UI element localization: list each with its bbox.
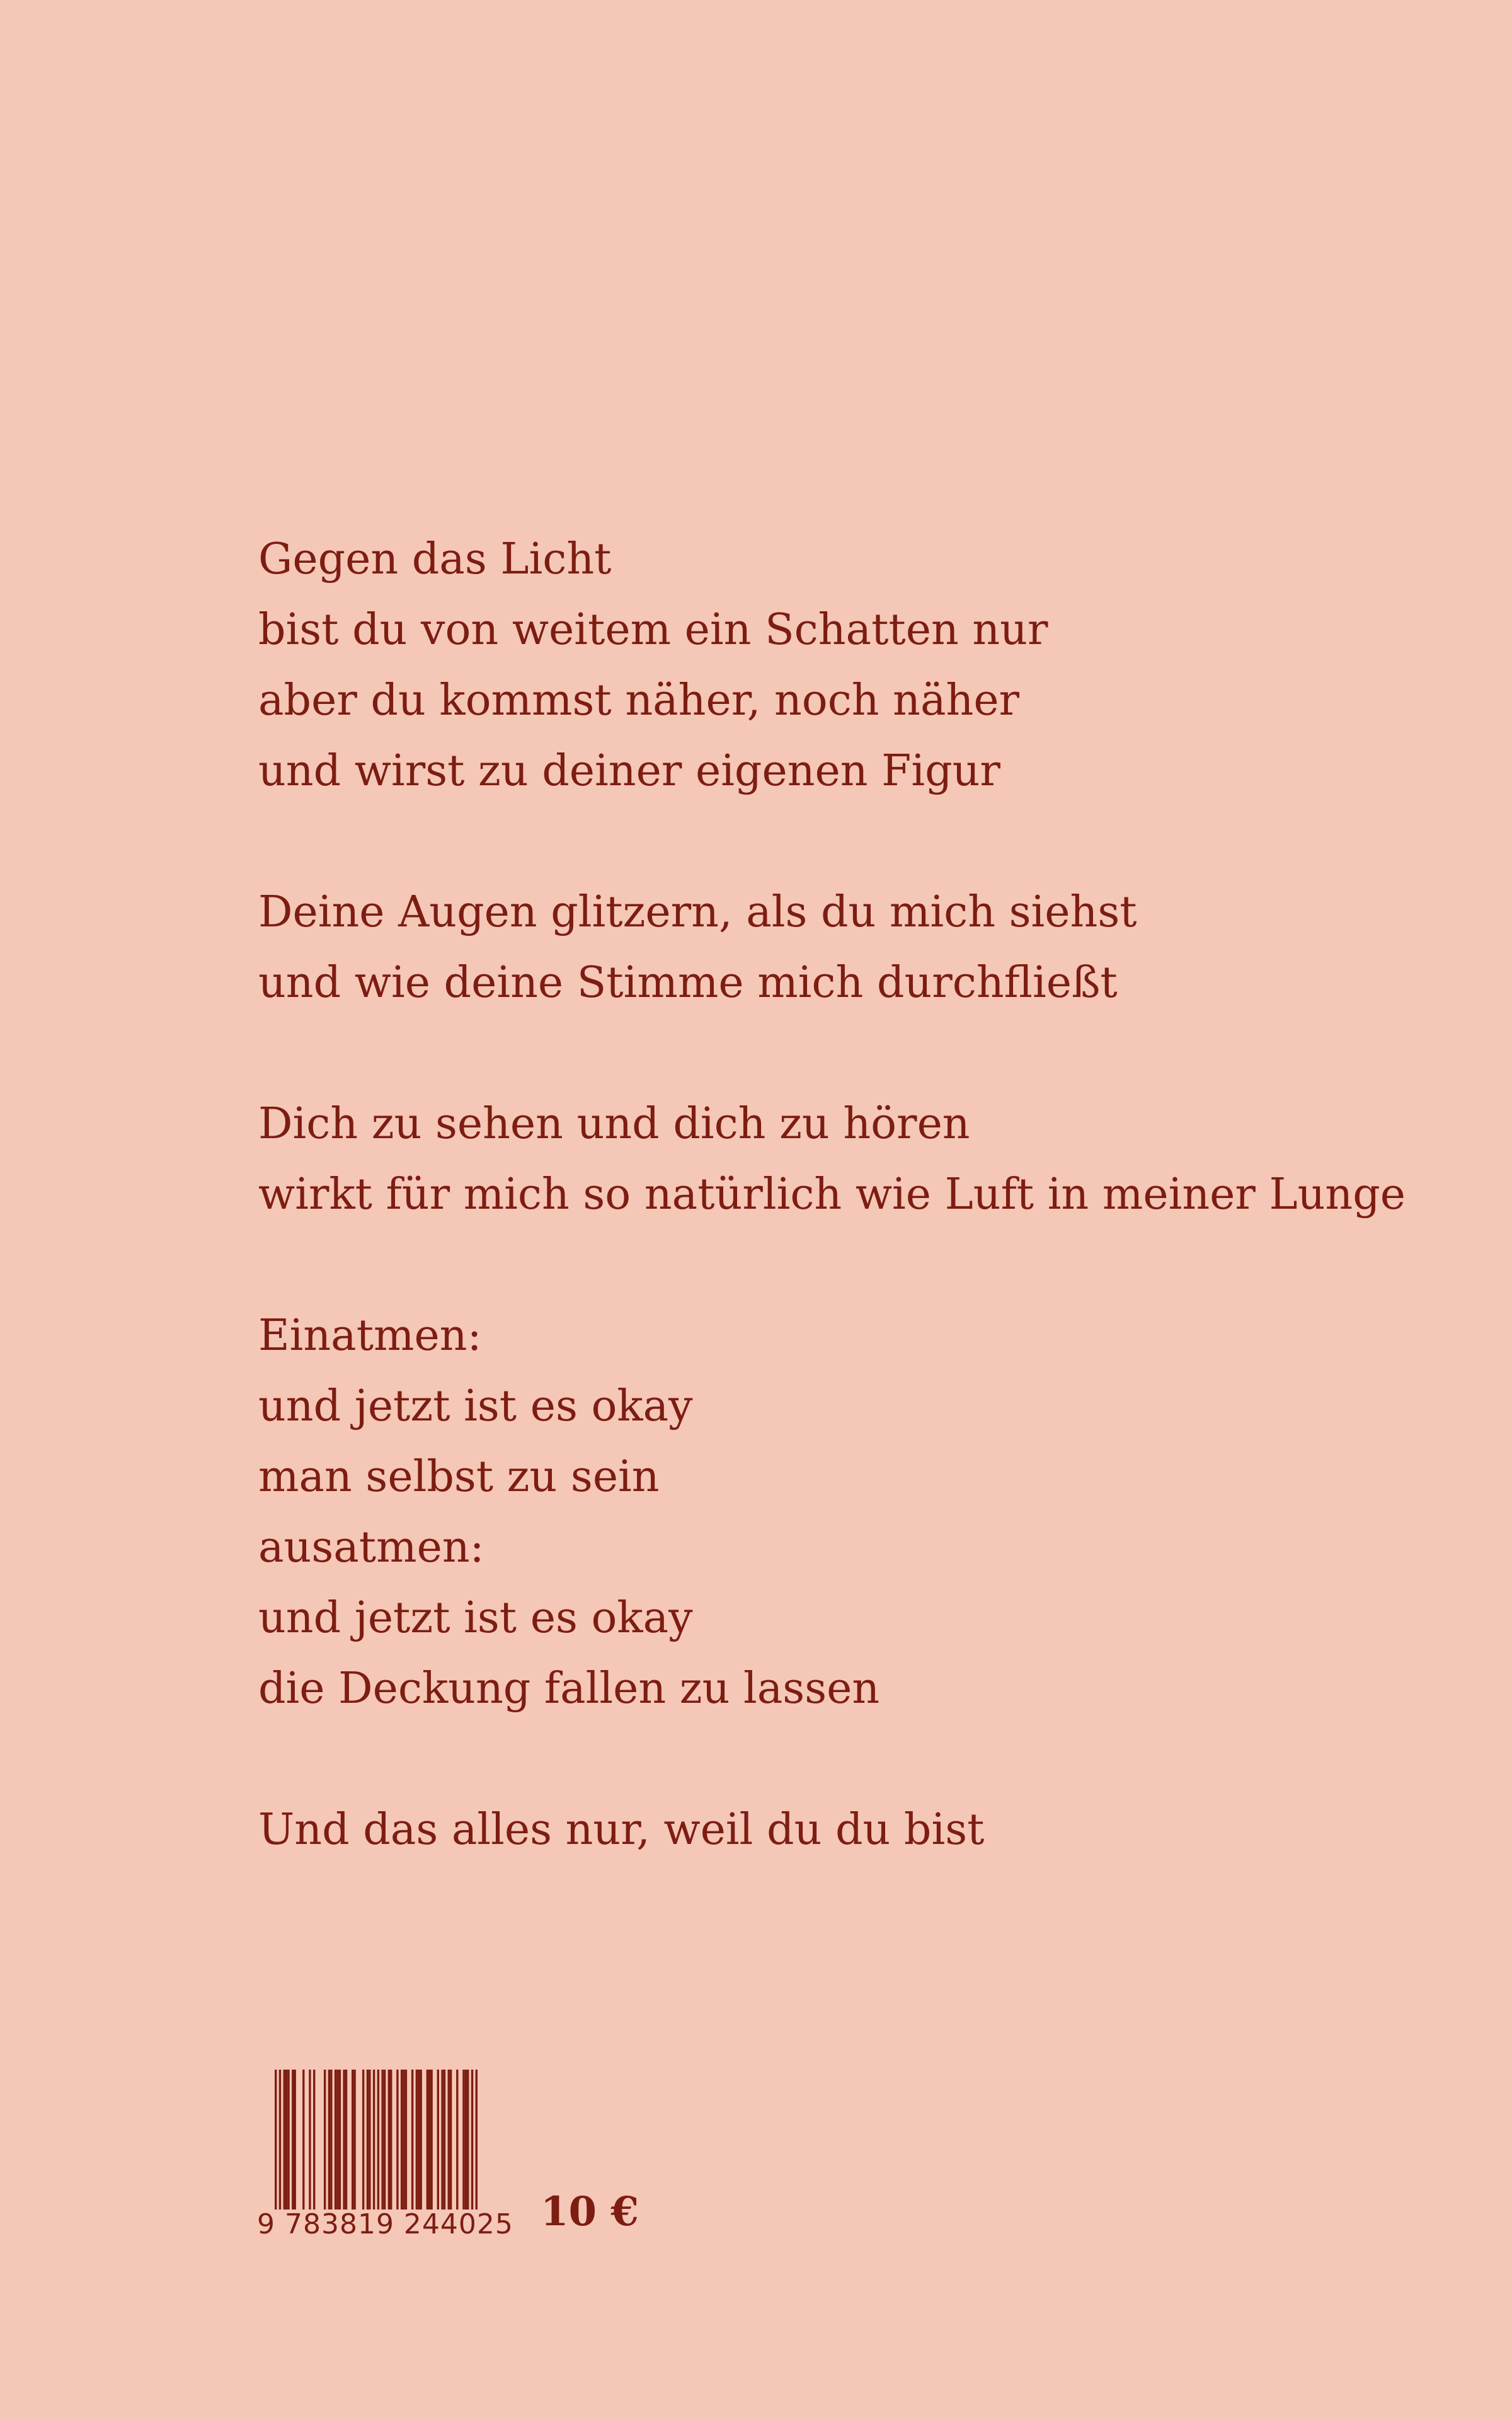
poem-line: und jetzt ist es okay: [258, 1593, 693, 1643]
barcode-bar: [467, 2070, 469, 2210]
barcode-bar: [275, 2070, 277, 2210]
poem-line: Einatmen:: [258, 1311, 482, 1361]
poem-line: man selbst zu sein: [258, 1452, 660, 1502]
poem-line: Gegen das Licht: [258, 534, 612, 584]
poem-line: Und das alles nur, weil du du bist: [258, 1805, 985, 1855]
barcode-bar: [287, 2070, 289, 2210]
barcode-bar: [476, 2070, 478, 2210]
poem-line: die Deckung fallen zu lassen: [258, 1664, 880, 1714]
barcode-bar: [345, 2070, 347, 2210]
barcode-bar: [456, 2070, 458, 2210]
isbn-digits: 9 783819 244025: [257, 2208, 513, 2240]
poem-stanza-5: [258, 1795, 1455, 1865]
barcode-bar: [309, 2070, 311, 2210]
poem-line: und wie deine Stimme mich durchfließt: [258, 958, 1118, 1008]
barcode-icon: [275, 2070, 478, 2210]
poem-line: Dich zu sehen und dich zu hören: [258, 1099, 970, 1149]
barcode-bar: [343, 2070, 345, 2210]
barcode-bar: [384, 2070, 386, 2210]
poem-line: aber du kommst näher, noch näher: [258, 676, 1020, 725]
barcode-bar: [403, 2070, 404, 2210]
barcode-bar: [284, 2070, 285, 2210]
barcode-bar: [388, 2070, 390, 2210]
barcode-bar: [352, 2070, 353, 2210]
poem-stanza-4: [258, 1301, 1455, 1724]
poem-line: und jetzt ist es okay: [258, 1381, 693, 1431]
barcode-bar: [339, 2070, 341, 2210]
poem: [258, 524, 1455, 1936]
poem-stanza-2: [258, 877, 1455, 1018]
barcode-bar: [336, 2070, 338, 2210]
barcode-bar: [285, 2070, 287, 2210]
barcode-bar: [416, 2070, 418, 2210]
barcode-bar: [377, 2070, 379, 2210]
barcode-bar: [405, 2070, 407, 2210]
poem-line: bist du von weitem ein Schatten nur: [258, 605, 1048, 655]
poem-stanza-3: [258, 1089, 1455, 1230]
poem-line: Deine Augen glitzern, als du mich siehst: [258, 887, 1137, 937]
barcode-bar: [335, 2070, 336, 2210]
barcode-bar: [441, 2070, 443, 2210]
barcode-bar: [401, 2070, 403, 2210]
barcode-bar: [420, 2070, 421, 2210]
isbn-barcode: [257, 2070, 513, 2240]
barcode-bar: [294, 2070, 296, 2210]
barcode-bar: [353, 2070, 355, 2210]
barcode-bar: [390, 2070, 392, 2210]
barcode-bar: [465, 2070, 467, 2210]
barcode-bar: [471, 2070, 473, 2210]
barcode-bar: [373, 2070, 375, 2210]
poem-line: ausatmen:: [258, 1523, 484, 1572]
barcode-bar: [330, 2070, 332, 2210]
barcode-bar: [367, 2070, 369, 2210]
barcode-bar: [437, 2070, 439, 2210]
barcode-bar: [302, 2070, 304, 2210]
barcode-bar: [324, 2070, 326, 2210]
poem-line: wirkt für mich so natürlich wie Luft in meiner Lunge: [258, 1170, 1406, 1219]
barcode-bar: [430, 2070, 432, 2210]
barcode-bar: [328, 2070, 330, 2210]
barcode-bar: [381, 2070, 383, 2210]
barcode-bar: [444, 2070, 445, 2210]
barcode-bar: [313, 2070, 315, 2210]
price-label: 10 €: [541, 2188, 639, 2235]
barcode-bar: [362, 2070, 364, 2210]
barcode-bar: [427, 2070, 428, 2210]
barcode-bar: [450, 2070, 452, 2210]
barcode-bar: [448, 2070, 450, 2210]
barcode-bar: [396, 2070, 398, 2210]
barcode-bar: [418, 2070, 420, 2210]
poem-stanza-1: [258, 524, 1455, 807]
barcode-bar: [292, 2070, 294, 2210]
barcode-bar: [428, 2070, 430, 2210]
barcode-bar: [369, 2070, 370, 2210]
barcode-bar: [411, 2070, 413, 2210]
barcode-bar: [462, 2070, 464, 2210]
barcode-bar: [279, 2070, 281, 2210]
poem-line: und wirst zu deiner eigenen Figur: [258, 746, 1000, 796]
